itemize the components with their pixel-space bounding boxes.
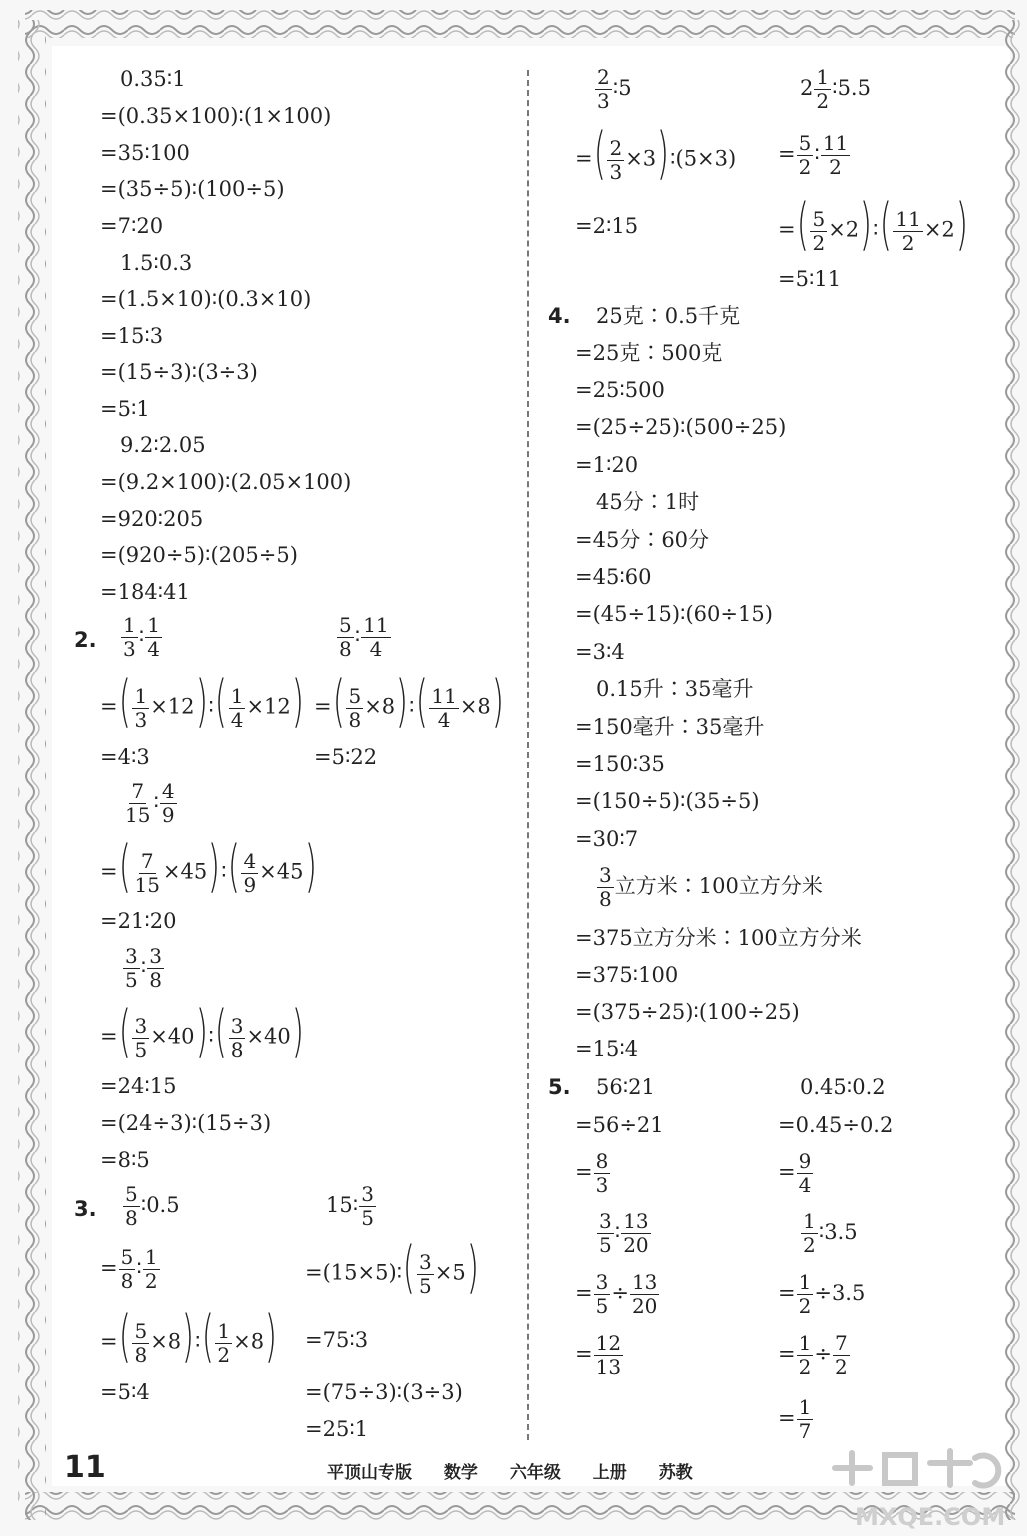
expression: =( $\frac{5}{8}$ ×8)∶( $\frac{11}{4}$ ×8) [314, 669, 504, 734]
expression: = $\frac{1}{7}$ [778, 1395, 812, 1443]
line: 25克∶0.5千克 [596, 304, 741, 328]
line: =8∶5 [100, 1148, 150, 1172]
expression: $\frac{3}{8}$ 立方米∶100立方分米 [599, 863, 823, 911]
line: =45∶60 [575, 565, 652, 589]
line: =4∶3 [100, 745, 150, 769]
footer-edition: 平顶山专版 [327, 1463, 412, 1483]
line: =15∶4 [575, 1037, 639, 1061]
line: =25∶1 [305, 1417, 369, 1441]
footer-grade: 六年级 [509, 1463, 561, 1483]
line: =21∶20 [100, 909, 177, 933]
line: =25∶500 [575, 378, 665, 402]
line: =24∶15 [100, 1074, 177, 1098]
line: =184∶41 [100, 580, 190, 604]
line: =0.45÷0.2 [778, 1113, 894, 1137]
line: =(24÷3)∶(15÷3) [100, 1111, 272, 1135]
line: =3∶4 [575, 640, 625, 664]
expression: 2 $\frac{1}{2}$ ∶5.5 [800, 65, 871, 113]
footer-subject: 数学 [443, 1463, 478, 1483]
line: =5∶11 [778, 267, 842, 291]
line: 0.35∶1 [120, 67, 186, 91]
line: 0.45∶0.2 [800, 1075, 886, 1099]
expression: =( $\frac{2}{3}$ ×3)∶(5×3) [575, 121, 737, 186]
line: =(15×5)∶ [305, 1260, 403, 1285]
expression: $\frac{2}{3}$ ∶5 [597, 65, 632, 113]
watermark-text: MXQE.COM [855, 1503, 1006, 1531]
question-number: 5. [548, 1075, 571, 1099]
line: =920∶205 [100, 507, 204, 531]
footer-volume: 上册 [592, 1463, 627, 1483]
column-divider [527, 70, 529, 1440]
footer [327, 1458, 719, 1483]
watermark-logo [815, 1443, 1010, 1533]
expression: =( $\frac{1}{3}$ ×12)∶( $\frac{1}{4}$ ×12) [100, 669, 304, 734]
expression: =( $\frac{5}{2}$ ×2)∶( $\frac{11}{2}$ ×2) [778, 192, 968, 257]
line: 56∶21 [596, 1075, 655, 1099]
expression: = $\frac{12}{13}$ [575, 1331, 622, 1379]
line: =35∶100 [100, 141, 190, 165]
expression: = $\frac{1}{2}$ ÷3.5 [778, 1270, 866, 1318]
line: =(45÷15)∶(60÷15) [575, 602, 773, 626]
line: =5∶22 [314, 745, 378, 769]
line: =(15÷3)∶(3÷3) [100, 360, 258, 384]
line: =(920÷5)∶(205÷5) [100, 543, 298, 567]
line: =(150÷5)∶(35÷5) [575, 789, 760, 813]
line: =(1.5×10)∶(0.3×10) [100, 287, 312, 311]
line: =(9.2×100)∶(2.05×100) [100, 470, 352, 494]
page-number: 11 [64, 1450, 106, 1485]
expression: $\frac{5}{8}$ ∶0.5 [125, 1182, 180, 1230]
expression: =( $\frac{7}{15}$ ×45)∶( $\frac{4}{9}$ ×45) [100, 834, 317, 899]
expression: $\frac{1}{2}$ ∶3.5 [803, 1209, 858, 1257]
expression: = $\frac{5}{8}$ ∶ $\frac{1}{2}$ [100, 1245, 158, 1293]
question-number: 2. [74, 628, 97, 652]
expression: $\frac{1}{3}$ ∶ $\frac{1}{4}$ [123, 613, 160, 661]
line: =5∶1 [100, 397, 150, 421]
question-number: 3. [74, 1197, 97, 1221]
line: =30∶7 [575, 827, 639, 851]
expression: = $\frac{9}{4}$ [778, 1149, 812, 1197]
line: =45分∶60分 [575, 528, 710, 552]
expression: = $\frac{8}{3}$ [575, 1149, 609, 1197]
expression: $\frac{5}{8}$ ∶ $\frac{11}{4}$ [339, 613, 389, 661]
line: =75∶3 [305, 1328, 369, 1352]
expression: =( $\frac{5}{8}$ ×8)∶( $\frac{1}{2}$ ×8) [100, 1304, 278, 1369]
expression: = $\frac{1}{2}$ ÷ $\frac{7}{2}$ [778, 1331, 848, 1379]
expression: 15∶ $\frac{3}{5}$ [326, 1182, 374, 1230]
line: 0.15升∶35毫升 [596, 677, 754, 701]
line: 立方米∶100立方分米 [614, 874, 823, 898]
expression: $\frac{3}{5}$ ∶ $\frac{13}{20}$ [599, 1209, 649, 1257]
line: =25克∶500克 [575, 341, 723, 365]
line: =2∶15 [575, 214, 639, 238]
line: =(75÷3)∶(3÷3) [305, 1380, 463, 1404]
expression: $\frac{7}{15}$ ∶ $\frac{4}{9}$ [125, 779, 175, 827]
line: =7∶20 [100, 214, 164, 238]
line: =(0.35×100)∶(1×100) [100, 104, 332, 128]
line: 9.2∶2.05 [120, 433, 206, 457]
line: 1.5∶0.3 [120, 251, 193, 275]
expression: =(15×5)∶( $\frac{3}{5}$ ×5) [305, 1235, 479, 1300]
line: =375立方分米∶100立方分米 [575, 926, 862, 950]
line: =(35÷5)∶(100÷5) [100, 177, 285, 201]
question-number: 4. [548, 304, 571, 328]
line: =375∶100 [575, 963, 679, 987]
line: =150∶35 [575, 752, 665, 776]
expression: = $\frac{3}{5}$ ÷ $\frac{13}{20}$ [575, 1270, 658, 1318]
line: 45分∶1时 [596, 490, 700, 514]
footer-publisher: 苏教 [658, 1463, 693, 1483]
expression: $\frac{3}{5}$ ∶ $\frac{3}{8}$ [125, 944, 162, 992]
expression: = $\frac{5}{2}$ ∶ $\frac{11}{2}$ [778, 131, 849, 179]
line: =(375÷25)∶(100÷25) [575, 1000, 800, 1024]
line: =5∶4 [100, 1380, 150, 1404]
line: =15∶3 [100, 324, 164, 348]
line: =(25÷25)∶(500÷25) [575, 415, 787, 439]
line: =1∶20 [575, 453, 639, 477]
expression: =( $\frac{3}{5}$ ×40)∶( $\frac{3}{8}$ ×40) [100, 999, 304, 1064]
line: =56÷21 [575, 1113, 664, 1137]
line: =150毫升∶35毫升 [575, 715, 765, 739]
